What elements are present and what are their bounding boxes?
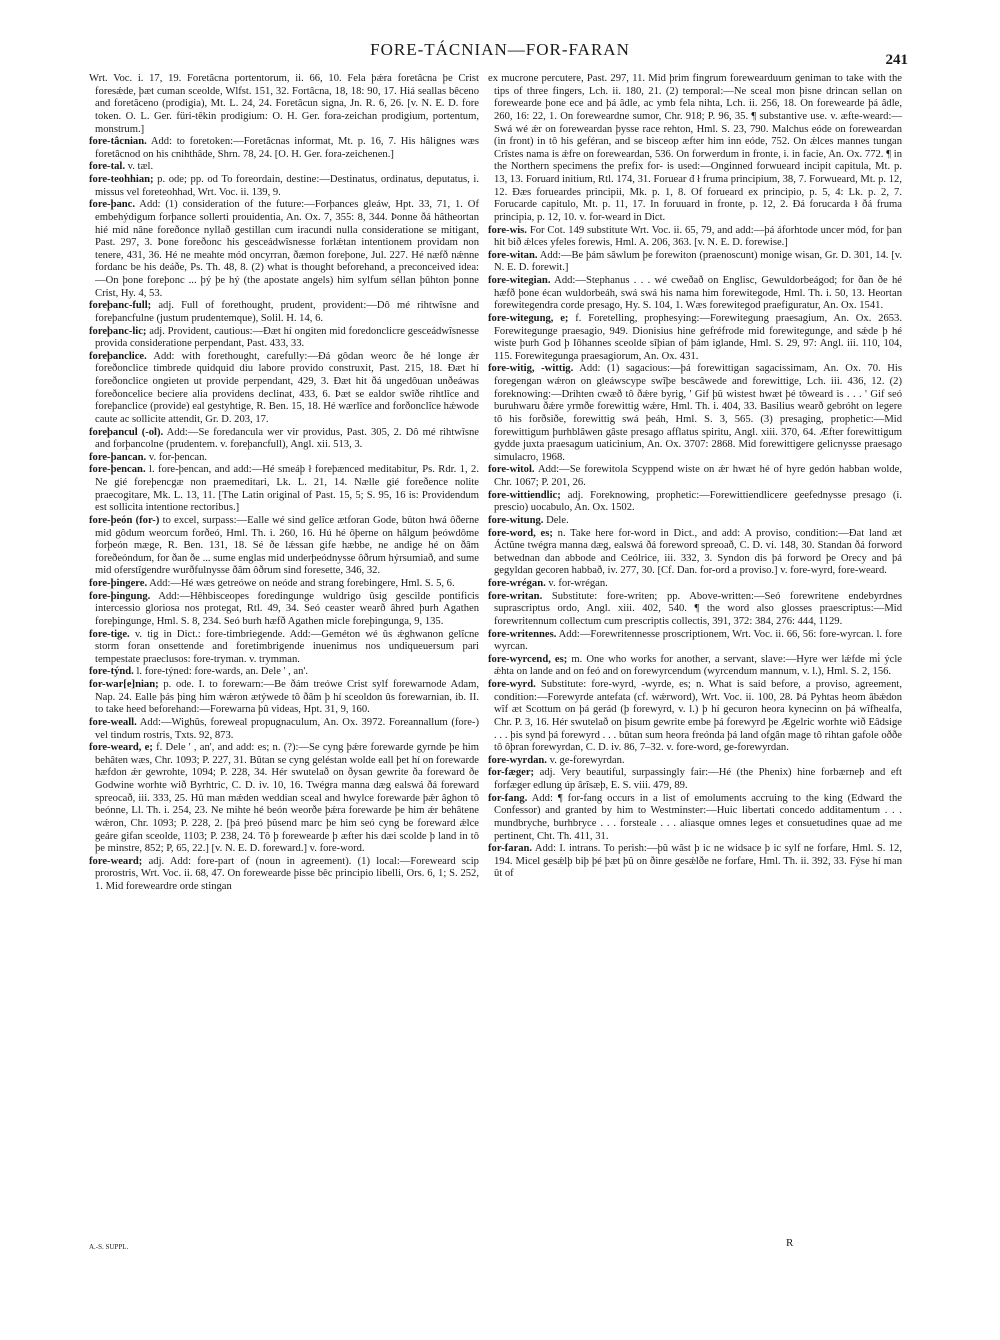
entry-text: f. Foretelling, prophesying:—Forewitegung praesagium, An. Ox. 2653. Forewitegunge praesagio, 949. Dionisius hine gefréfrode mid forewitegunge, and sǽde þ hé wiste þurh God þ Iôhannes sceolde sîþian of þám iglande, Hml. S. 29, 97: Angl. iii. 110, 104, 115. Forewitegunga praesagiorum, An. Ox. 431. [494, 312, 902, 362]
entry-text: to excel, surpass:—Ealle wé sind gelîce ætforan Gode, bûton hwá ôðerne mid gôdum weorcum forðeó, Hml. Th. i. 260, 16. Hú hé ôþerne on hâlgum þeówdôme forþeón mæge, R. Ben. 131, 18. Sé ðe lǽssan gife hæbbe, ne andige hé on ðâm foreðeóndum, for ðan ðe ... sume englas mid underþeódnysse ôðrum hýrsumiað, and sume mid oferstîgendre wurðfulnysse ðâm ôðrum sind foresette, 346, 32. [95, 514, 479, 577]
entry [488, 515, 902, 528]
entry-text: m. One who works for another, a servant, slave:—Hyre wer lǽfde mi̇ ýcle ǽhta on lande and on feó and on forewyrcendum (wyrcendum mannum, v. l.), Hml. S. 2, 156. [494, 653, 902, 678]
entry [89, 161, 479, 174]
headword: foreþancul (-ol). [89, 426, 164, 438]
headword: fore-teohhian; [89, 174, 154, 185]
headword: fore-witan. [488, 249, 538, 261]
headword: fore-þanc. [89, 199, 135, 211]
entry-text: p. ode; pp. od To foreordain, destine:—Destinatus, ordinatus, deputatus, i. missus vel foreteohhad, Wrt. Voc. ii. 139, 9. [95, 174, 479, 198]
entry [89, 452, 479, 465]
entry-text: p. ode. I. to forewarn:—Be ðám treówe Crist sylf forewarnode Adam, Nap. 24. Ealle þás þing him wǽron ætýwede tô ðâm þ hí sceoldon ûs forewarnian, ib. II. to take heed beforehand:—Forewarna þû videas, Hpt. 31, 9, 160. [95, 679, 479, 716]
headword: fore-wyrdan. [488, 754, 547, 766]
entry [89, 174, 479, 199]
headword: for-war[e]nian; [89, 679, 159, 690]
entry-text: Add:—Hé wæs getreówe on neóde and strang forebingere, Hml. S. 5, 6. [149, 578, 455, 589]
entry-text: Dele. [546, 514, 569, 526]
headword: fore-wis. [488, 224, 527, 236]
entry-text: Add:—Hêhbisceopes foredingunge wuldrigo ûsig gescilde pontificis intercessio gloriosa nos protegat, Rtl. 49, 34. Seó ceaster wearð âhred þurh Agathen foreþingunge, Hml. S. 8, 234. Seó burh hæfð Agathen micle foreþingunga, 9, 135. [95, 590, 479, 627]
entry-text: v. ge-forewyrdan. [549, 754, 625, 766]
entry [488, 490, 902, 515]
entry [89, 578, 479, 591]
entry [89, 679, 479, 717]
entry-text: adj. Foreknowing, prophetic:—Forewittiendlicere geefednysse presago (i. prescio) uocabulo, An. Ox. 1502. [494, 489, 903, 514]
entry [89, 717, 479, 742]
entry-text: Add: (1) consideration of the future:—Forþances gleáw, Hpt. 33, 71, 1. Of embehýdigum forþance sollerti prouidentia, An. Ox. 7, 355: 8, 344. Þonne ðá hâtheortan hié mid nâne foreðonce nyllað gestillan cum iracundi nulla consideratione se mitigant, Past. 297, 3. Þone foreðonc his gesceádwîsnesse forlǽtan intentionem providam non tenere, 431, 36. Hé ne meahte mód oncyrran, ðæmon foreþone, Jul. 227. Hé næfð nǽnne fordanc be his deáðe, Ps. Th. 48, 8. (2) what is thought beforehand, a preconceived idea:—On þone foreþonc ... þý þe hý (the apostate angels) him sylfum séllan þûhton þonne Crist, Hy. 4, 53. [95, 199, 479, 299]
entry-text: Substitute: fore-wyrd, -wyrde, es; n. What is said before, a proviso, agreement, condition:—Forewyrde antefata (cf. wǽrword), Wrt. Voc. ii. 100, 28. Þá Pyhtas heom âbǽdon wîf æt Scottum on þá gerád (þ forewyrd, v. l.) þ hí gecuron heora kynecinn on þá wîfhealfa, Chr. P. 3, 16. Hér swutelað on þisum gewrite embe þá forewyrd þe Ægelric worhte wið Eâdsige . . . þis synd þá forewyrd . . . bûtan sum heora freónda þá land ofgân mage tô rihtan gafole oððe tô ôþran forewyrdan, C. D. iv. 86, 7–32. v. fore-word, ge-forewyrdan. [494, 679, 902, 754]
headword: fore-þingere. [89, 578, 148, 589]
entry-text: Add:—Stephanus . . . wé cweðað on Englisc, Gewuldorbeágod; for ðan ðe hé hæfð þone écan wuldorbeáh, swá swá his nama him forewitegode, Hml. Th. i. 50, 13. Heortan forewitegendra corde presago, Hy. S. 104, 1. Wæs forewitegod praefiguratur, An. Ox. 1541. [494, 275, 902, 312]
entry [89, 515, 479, 578]
headword: fore-þencan. [89, 464, 146, 476]
entry [488, 591, 902, 629]
entry [89, 136, 479, 161]
headword: fore-þancan. [89, 451, 147, 463]
entry [488, 654, 902, 679]
headword: for-fæger; [488, 767, 535, 779]
entry-text: v. tæl. [127, 161, 154, 173]
headword: fore-þeón (for-) [89, 514, 160, 526]
page-running-head: FORE-TÁCNIAN—FOR-FARAN [370, 40, 630, 59]
entry [488, 73, 902, 225]
entry-text: Add:—Se foredancula wer vir providus, Past. 305, 2. Dô mé rihtwîsne and forþancolne (prudentem. v. foreþancfull), Angl. xii. 513, 3. [95, 426, 479, 451]
headword: fore-tal. [89, 161, 125, 173]
headword: foreþanclice. [89, 350, 147, 362]
entry [488, 578, 902, 591]
entry [488, 225, 902, 250]
page-number: 241 [885, 52, 908, 68]
headword: fore-witig, -wittig. [488, 363, 574, 375]
entry-text: Substitute: fore-writen; pp. Above-written:—Seó forewritene endebyrdnes suprascriptus ordo, Angl. xiii. 402, 540. ¶ the word also glosses praescriptus:—Mid forewritennum collectum cum prescriptis collectis, 391, 372: 384, 276: 444, 1129. [494, 590, 902, 627]
entry [488, 363, 902, 464]
headword: foreþanc-full; [89, 300, 152, 312]
entry [89, 326, 479, 351]
headword: fore-wyrcend, es; [488, 653, 568, 665]
entry-text: Add:—Se forewitola Scyppend wiste on ǽr hwæt hé of hyre gedón habban wolde, Chr. 1067; P. 201, 26. [494, 464, 902, 488]
headword: fore-witegung, e; [488, 312, 569, 324]
entry [89, 856, 479, 894]
entry [488, 767, 902, 792]
entry [89, 666, 479, 679]
entry-text: v. for-þencan. [148, 451, 208, 463]
headword: fore-weard; [89, 855, 143, 867]
entry-text: ex mucrone percutere, Past. 297, 11. Mid þrim fingrum forewearduum geniman to take with the tips of three fingers, Lch. ii. 180, 21. (2) temporal:—Ne sceal mon þisne drincan sellan on forewearde þone ece and þá âdle, ac ymb fela nihta, Lch. ii. 256, 18. On forewearde þá âdle, 260, 16: 22, 1. On foreweardne sumor, Chr. 918; P. 96, 35. ¶ substantive use. v. æfte-weard:—Swá wé ǽr on foreweardan þysse race rehton, Hml. S. 23, 790. Malchus eóde on foreweardan (in front) in tô his geféran, and se bisceop æfter him inn eóde, 752. On ǽlces mannes tungan Crîstes nama is ǽfre on foreweardan, 536. On forwerdum in fronte, i. in facie, An. Ox. 772. ¶ in the Northern specimens the prefix for- is used:—Onginned forwueard incipit capitula, Mt. p. 13, 13. Foruard initium, Rtl. 174, 31. Foruear đ ł fruma principium, 38, 7. Forwueard, Mt. p. 12, 12. Ðæs forueardes principii, Mk. p. 1, 8. Of forueard ex principio, p. 5, 4: Lk. p. 2, 7. Forucarde capitulo, Mt. p. 11, 17. In foruuard in fronte, p. 12, 2. Ðá forucarda ł ðá fruma principia, p. 12, 10. v. for-weard in Dict. [488, 73, 902, 223]
headword: fore-writennes. [488, 628, 557, 640]
entry-text: Add:—Be þám sâwlum þe forewiton (praenoscunt) monige wisan, Gr. D. 301, 14. [v. N. E. D. forewit.] [494, 249, 902, 274]
headword: fore-weall. [89, 716, 137, 728]
headword: fore-tâcnian. [89, 136, 147, 148]
headword: fore-word, es; [488, 527, 553, 539]
headword: fore-wrégan. [488, 578, 546, 589]
entry-text: Add: I. intrans. To perish:—þû wâst þ ic ne widsace þ ic sylf ne forfare, Hml. S. 12, 194. Micel gesǽlþ biþ þé þæt þû on ðinre gesǽlðe ne forfare, Hml. Th. ii. 392, 33. Fýse hí man ût of [494, 843, 902, 880]
headword: fore-weard, e; [89, 742, 153, 754]
entry-text: For Cot. 149 substitute Wrt. Voc. ii. 65, 79, and add:—þá áforhtode uncer mód, for þan hit bið ǽlces yfeles forewis, Hml. A. 206, 363. [v. N. E. D. forewise.] [494, 224, 902, 249]
entry-text: Add:—Wighûs, foreweal propugnaculum, An. Ox. 3972. Foreannallum (fore-) vel tindum rostris, Txts. 92, 873. [95, 716, 479, 741]
entry-text: Add: ¶ for-fang occurs in a list of emoluments accruing to the king (Edward the Confessor) and granted by him to Westminster:—Huic libertati concedo additamentum . . . mundbryche, burhbryce . . . forsteale . . . aliasque omnes leges et consuetudines quae ad me pertinent, Cht. Th. 411, 31. [494, 792, 902, 842]
entry-text: adj. Provident, cautious:—Ðæt hí ongiten mid foredonclicre gesceádwîsnesse provida consideratione perpendant, Past. 433, 33. [95, 325, 479, 350]
entry-text: adj. Full of forethought, prudent, provident:—Dô mé rihtwîsne and foreþancfulne (justum prudentemque), Solil. H. 14, 6. [95, 300, 479, 324]
entry-text: Add: to foretoken:—Foretâcnas informat, Mt. p. 16, 7. His hâlignes wæs foretâcnod on his cnihthâde, Shrn. 78, 24. [O. H. Ger. fora-zeichenen.] [95, 136, 479, 160]
entry [488, 679, 902, 755]
headword: fore-writan. [488, 590, 543, 602]
entry [89, 300, 479, 325]
entry-text: Add: (1) sagacious:—þá forewittigan sagacissimam, An. Ox. 70. His foregengan wǽron on gleáwscype swîþe bescâwede and forewittige, Lch. iii. 436, 12. (2) foreknowing:—Drihten cwæð tô ðǽre byrig, ' Gif þû wistest hwæt þé tôweard is . . . ' Gif seó buruhwaru ðǽre yrmðe forewittig wǽre, Hml. Th. i. 404, 33. Basilius wearð gebróht on legere tô his forðsiðe, forewittig swá þeáh, Hml. S. 3, 565. (3) presaging, prophetic:—Mid forewittigum þurhblâwen gâste presago afflatus spiritu, Angl. xiii. 370, 64. Æfter forewittigum gydde juxta praesagum uaticinium, An. Ox. 3707: 2868. Mid forewittigere gelicnysse praesago simulacro, 1968. [494, 363, 902, 463]
headword: fore-wittiendlic; [488, 489, 561, 501]
entry [89, 742, 479, 856]
entry [488, 313, 902, 364]
entry-text: Add: with forethought, carefully:—Ðá gôdan weorc ðe hé longe ǽr foreðonclice timbrede quidquid diu labore provido construxit, Past. 215, 18. Ðæt hí foreðonclice ongieten ut provide perpendant, 429, 3. Ðæt hit ðá ungedôuan unðeáwas foreðoncelice beciere alia providens declinat, 433, 6. Þæt se ealdor swîðe rihtlîce and foreþanclice (provide) eal gestyhtige, R. Ben. 15, 18. Hé wærlîce and forðonclîce hǽwode caute ac sollicite attendit, Gr. D. 203, 17. [95, 350, 479, 425]
entry [488, 629, 902, 654]
entry-text: n. Take here for-word in Dict., and add: A proviso, condition:—Ðat land æt Áctûne twégra manna dæg, ealswá ðá foreword spreoað, C. D. vi. 148, 30. Standan ðá forword betwednan dan abbode and Ceólrice, iii. 332, 3. Syndon dis þá forword þe Orecy and þá gegyldan gecoren habbað, iv. 277, 30. [Cf. Dan. for-ord a proviso.] v. fore-wyrd, fore-weard. [494, 527, 902, 577]
headword: foreþanc-lic; [89, 325, 147, 337]
headword: fore-witegian. [488, 275, 551, 286]
entry [488, 843, 902, 881]
headword: for-faran. [488, 843, 533, 855]
entry [488, 528, 902, 579]
entry [89, 427, 479, 452]
entry [89, 73, 479, 136]
entry [89, 351, 479, 427]
entry-text: l. fore-þencan, and add:—Hé smeáþ ł foreþænced meditabitur, Ps. Rdr. 1, 2. Ne gié foreþencgæ non praemeditari, Lk. L. 21, 14. Nælle gié foreðence nolite praecogitare, Mk. L. 13, 11. [The Latin original of Past. 15, 5; S. 95, 16 is: Providendum est sollicita intentione rectoribus.] [95, 464, 479, 514]
entry [89, 591, 479, 629]
right-column [488, 73, 902, 881]
headword: fore-witung. [488, 514, 544, 526]
entry-text: adj. Very beautiful, surpassingly fair:—Hé (the Phenix) hine forbærneþ and eft forfæger edlung úp ârîsæþ, E. S. viii. 479, 89. [494, 767, 902, 791]
entry-text: Wrt. Voc. i. 17, 19. Foretâcna portentorum, ii. 66, 10. Fela þǽra foretâcna þe Crist foresǽde, þæt cuman sceolde, Wlfst. 151, 32. Fortâcna, 18, 18: 90, 17. Hiá seallas bêceno and foretâceno (prodigia), Mt. L. 24, 24. Foretâcun signa, Jn. R. 6, 26. [v. N. E. D. fore token. O. L. Ger. füri-têkin prodigium: O. H. Ger. fora-zeichan prodigium, portentum, monstrum.] [89, 73, 479, 135]
entry [488, 755, 902, 768]
entry [488, 275, 902, 313]
headword: fore-wyrd. [488, 679, 536, 690]
entry [89, 629, 479, 667]
entry-text: l. fore-týned: fore-wards, an. Dele ' , an'. [136, 666, 308, 678]
entry-text: adj. Add: fore-part of (noun in agreement). (1) local:—Foreweard scip prorostris, Wrt. Voc. ii. 68, 47. On forewearde þisse bêc principio libelli, Ors. 6, 1; S. 252, 1. Mid foreweardre orde stingan [95, 855, 479, 892]
entry [488, 250, 902, 275]
left-column [89, 73, 479, 894]
headword: for-fang. [488, 792, 528, 804]
entry-text: f. Dele ' , an', and add: es; n. (?):—Se cyng þǽre forewarde gyrnde þe him behâten wæs, Chr. 1093; P. 227, 31. Bûtan se cyng geléstan wolde eall þet hí on forewarde hæfdon ǽr gewrohte, 1094; P. 228, 34. Hér swutelað on ðysan gewrite ða foreward ðe Godwine worhte wið Byrhtric, C. D. iv. 10, 16. Twégra manna dæg ealswá ðá foreward spreocað, iii. 333, 25. Hû man mǽden weddian sceal and hwylce forewarde þǽr âghon tô beónne, Ll. Th. i. 254, 23. Ne mihte hé beón weorðe þǽra forewarde þe him ǽr behâtene wǽron, Chr. 1093; P. 228, 2. [þá þreó þûsend marc þe him seó cyng be foreward ǽlce geáre gifan sceolde, 1103; P. 238, 24. Tô þ forewearde þ æfter his dæi scolde þ land in tô þe minstre, 852; P, 65, 22.] [v. N. E. D. foreward.] v. fore-word. [95, 742, 479, 855]
signature-mark: A.-S. SUPPL. [89, 1243, 129, 1251]
entry [488, 464, 902, 489]
entry [488, 793, 902, 844]
gathering-mark: R [786, 1237, 794, 1249]
entry [89, 464, 479, 515]
entry-text: v. tig in Dict.: fore-timbriegende. Add:—Geméton wé ûs ǽghwanon gelîcne storm foran onsettende and foretimbrigende inuenimus nos undiqueuersum pari tempestate praeclusos: fore-tryman. v. trymman. [95, 628, 479, 665]
headword: fore-týnd. [89, 666, 134, 678]
entry-text: Add:—Forewritennesse proscriptionem, Wrt. Voc. ii. 66, 56: fore-wyrcan. l. fore wyrcan. [494, 628, 902, 653]
headword: fore-tige. [89, 628, 130, 640]
headword: fore-þingung. [89, 590, 151, 602]
entry [89, 199, 479, 300]
entry-text: v. for-wrégan. [548, 578, 608, 589]
headword: fore-witol. [488, 464, 535, 476]
